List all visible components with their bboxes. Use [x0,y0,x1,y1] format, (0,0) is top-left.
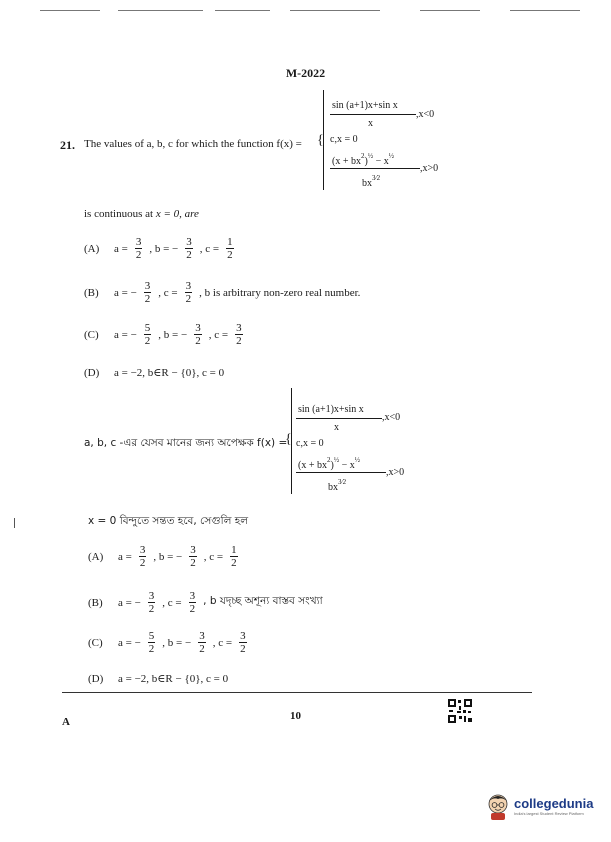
option-text: a = −2, b∈R − {0}, c = 0 [114,367,225,379]
option-label: (D) [88,672,104,685]
fraction: $\frac{3}{2}$ [190,544,196,569]
fraction: $\frac{3}{2}$ [135,236,142,261]
option-b-bengali[interactable] [88,590,323,615]
fraction: $\frac{5}{2}$ [144,322,151,347]
piece-1-numerator: sin (a+1)x+sin x [332,100,398,111]
piece-3-denominator: $bx^{3⁄2}$ [328,478,347,493]
sym: , c = [212,636,233,649]
piece-1-condition: ,x<0 [382,412,401,423]
option-label: (D) [84,366,100,379]
fraction: $\frac{1}{2}$ [231,544,237,569]
sym: , c = [203,550,224,563]
piece-2: c,x = 0 [296,438,324,449]
sym: a = − [114,328,137,341]
qr-code-icon [447,698,473,724]
option-label: (A) [84,242,100,255]
fraction-bar [296,418,382,419]
option-a-bengali[interactable] [88,544,239,569]
option-a[interactable] [84,236,235,261]
fraction: $\frac{5}{2}$ [148,630,155,655]
sym: a = − [114,286,137,299]
continuity-text-bengali: x = 0 বিন্দুতে সন্তত হবে, সেগুলি হল [88,515,249,527]
piece-3-condition: ,x>0 [420,163,439,174]
header-rule [40,10,100,11]
option-label: (A) [88,550,104,563]
header-rule [420,10,480,11]
piece-3-condition: ,x>0 [386,467,405,478]
fraction-bar [330,114,416,115]
header-rule [290,10,380,11]
sym: , c = [208,328,229,341]
student-mascot-icon [486,792,510,820]
paper-code: M-2022 [285,66,326,80]
fraction: $\frac{3}{2}$ [199,630,205,655]
footer-rule [62,692,532,693]
collegedunia-logo [486,792,593,820]
fraction-bar [296,472,386,473]
option-c[interactable] [84,322,244,347]
option-label: (C) [88,636,103,649]
question-number: 21. [60,138,75,152]
option-label: (B) [84,286,99,299]
piece-3-numerator: $(x + bx^2)^{\frac{1}{2}} - x^{\frac{1}{2}}$ [298,456,360,471]
sym: a = [114,242,128,255]
fraction-bar [330,168,420,169]
fraction: $\frac{3}{2}$ [144,280,151,305]
header-rule [215,10,270,11]
sym: , c = [158,286,178,299]
sym: , b = − [153,550,183,563]
option-d[interactable] [84,366,224,379]
option-label: (C) [84,328,99,341]
piece-1-numerator: sin (a+1)x+sin x [298,404,364,415]
fraction: $\frac{3}{2}$ [189,590,196,615]
fraction: $\frac{1}{2}$ [227,236,233,261]
margin-mark [14,518,15,528]
continuity-text: is continuous at x = 0, are [84,208,199,220]
piece-1-denominator: x [368,118,373,129]
option-text: , b যদৃচ্ছ অশূন্য বাস্তব সংখ্যা [203,595,323,607]
piece-3-numerator: $(x + bx^2)^{\frac{1}{2}} - x^{\frac{1}{2}}$ [332,152,394,167]
question-stem: The values of a, b, c for which the function f(x) = [84,138,302,150]
option-d-bengali[interactable] [88,672,228,685]
piece-1-denominator: x [334,422,339,433]
fraction: $\frac{3}{2}$ [240,630,246,655]
sym: a = [118,550,132,563]
fraction: $\frac{3}{2}$ [139,544,146,569]
brace-tip: { [285,432,292,447]
fraction: $\frac{3}{2}$ [148,590,155,615]
sym: , c = [162,596,182,609]
header-rule [118,10,203,11]
sym: , b = − [158,328,188,341]
option-c-bengali[interactable] [88,630,248,655]
sym: a = − [118,596,141,609]
piece-3-denominator: $bx^{3⁄2}$ [362,174,381,189]
sym: , c = [199,242,220,255]
sym: a = − [118,636,141,649]
header-rule [510,10,580,11]
brace-tip: { [317,133,324,148]
option-b[interactable] [84,280,360,305]
brand-name: collegedunia [514,796,594,811]
piece-1-condition: ,x<0 [416,109,435,120]
option-text: , b is arbitrary non-zero real number. [199,286,361,299]
question-stem-bengali: a, b, c -এর যেসব মানের জন্য অপেক্ষক f(x) = [84,437,288,449]
sym: , b = − [149,242,179,255]
option-label: (B) [88,596,103,609]
option-text: a = −2, b∈R − {0}, c = 0 [118,673,229,685]
page-number: 10 [290,710,301,722]
sym: , b = − [162,636,192,649]
fraction: $\frac{3}{2}$ [186,236,192,261]
piece-2: c,x = 0 [330,134,358,145]
set-label: A [62,716,70,728]
fraction: $\frac{3}{2}$ [236,322,242,347]
fraction: $\frac{3}{2}$ [195,322,201,347]
brand-tagline: India's largest Student Review Platform [514,811,584,816]
fraction: $\frac{3}{2}$ [185,280,192,305]
